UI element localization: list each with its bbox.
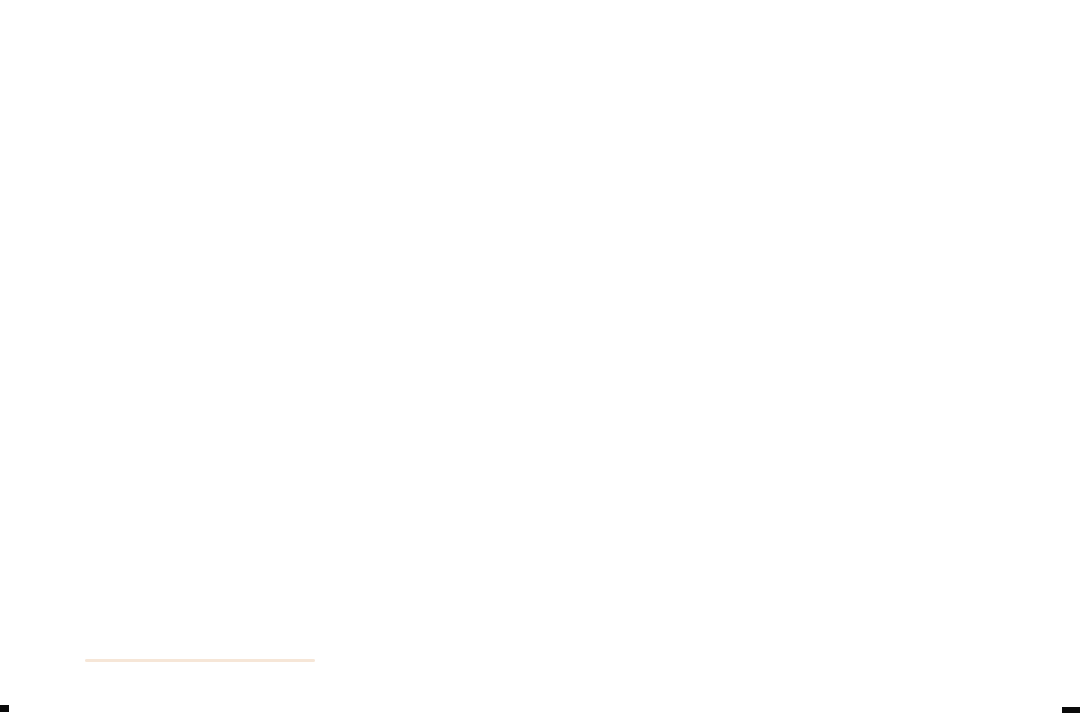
faint-underline-artifact xyxy=(85,659,315,662)
video-artifact-mark-bottom-right xyxy=(1062,707,1080,713)
top-clipped-text-line xyxy=(0,0,1080,8)
video-artifact-mark-bottom-left xyxy=(0,705,9,712)
